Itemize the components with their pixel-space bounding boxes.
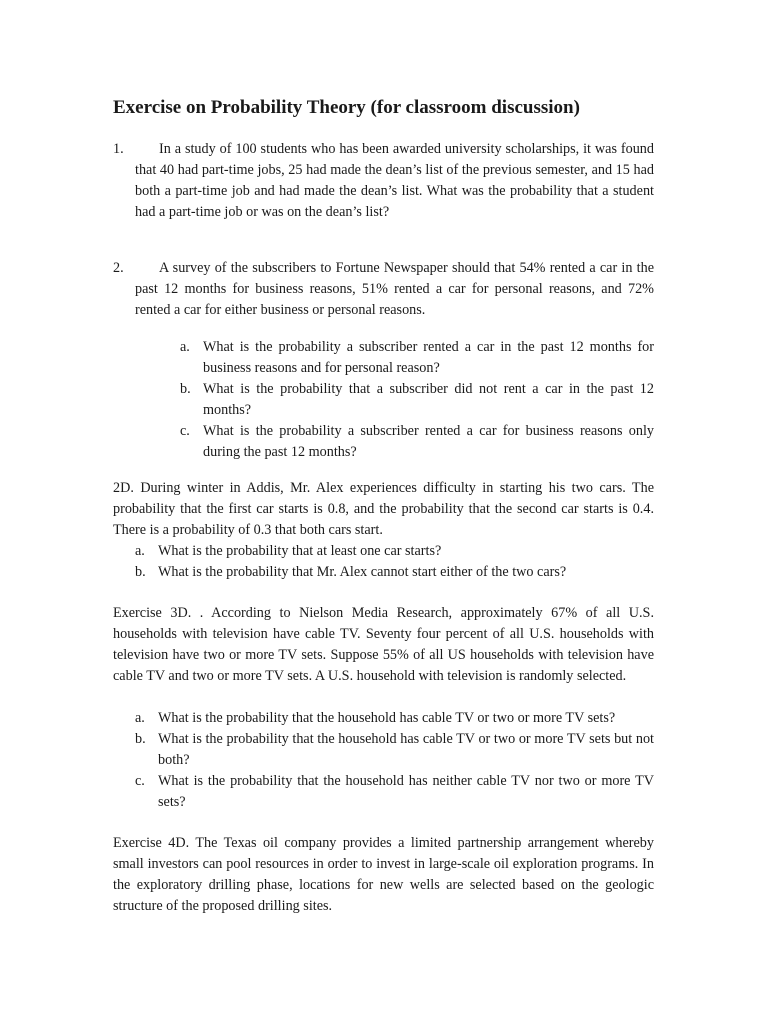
question-2-number: 2. xyxy=(113,260,124,276)
list-item: a. What is the probability a subscriber rented a car in the past 12 months for business reasons and for personal reason? xyxy=(180,339,654,376)
question-2-text: A survey of the subscribers to Fortune Newspaper should that 54% rented a car in the past 12 months for business reasons, 51% rented a car for personal reasons, and 72% rented a car for either business or personal reasons. xyxy=(135,260,654,318)
question-1 xyxy=(113,139,654,223)
list-item: c. What is the probability that the household has neither cable TV nor two or more TV sets? xyxy=(135,773,654,810)
exercise-4d xyxy=(113,833,654,917)
question-2d xyxy=(113,478,654,541)
question-2d-subquestions xyxy=(135,541,654,583)
list-item: c. What is the probability a subscriber rented a car for business reasons only during the past 12 months? xyxy=(180,423,654,460)
exercise-4d-text: Exercise 4D. The Texas oil company provides a limited partnership arrangement whereby small investors can pool resources in order to invest in large-scale oil exploration programs. In the exploratory drilling phase, locations for new wells are selected based on the geologic structure of the proposed drilling sites. xyxy=(113,835,654,914)
list-item: a. What is the probability that at least one car starts? xyxy=(135,543,442,559)
list-item: b. What is the probability that a subscriber did not rent a car in the past 12 months? xyxy=(180,381,654,418)
question-1-text: In a study of 100 students who has been awarded university scholarships, it was found that 40 had part-time jobs, 25 had made the dean’s list of the previous semester, and 15 had both a part-time job and had made the dean’s list. What was the probability that a student had a part-time job or was on the dean’s list? xyxy=(135,141,654,220)
exercise-3d-subquestions xyxy=(135,708,654,813)
list-item: a. What is the probability that the household has cable TV or two or more TV sets? xyxy=(135,710,616,726)
exercise-3d xyxy=(113,603,654,687)
question-2-subquestions xyxy=(180,337,654,463)
page-title: Exercise on Probability Theory (for classroom discussion) xyxy=(113,97,580,118)
list-item: b. What is the probability that Mr. Alex cannot start either of the two cars? xyxy=(135,564,567,580)
exercise-3d-text: Exercise 3D. . According to Nielson Media Research, approximately 67% of all U.S. households with television have cable TV. Seventy four percent of all U.S. households with television have two or more TV sets. Suppose 55% of all US households with television have cable TV and two or more TV sets. A U.S. household with television is randomly selected. xyxy=(113,605,654,684)
question-2 xyxy=(113,258,654,321)
question-2d-text: 2D. During winter in Addis, Mr. Alex experiences difficulty in starting his two cars. The probability that the first car starts is 0.8, and the probability that the second car starts is 0.4. There is a probability of 0.3 that both cars start. xyxy=(113,480,654,538)
list-item: b. What is the probability that the household has cable TV or two or more TV sets but not both? xyxy=(135,731,654,768)
question-1-number: 1. xyxy=(113,141,124,157)
